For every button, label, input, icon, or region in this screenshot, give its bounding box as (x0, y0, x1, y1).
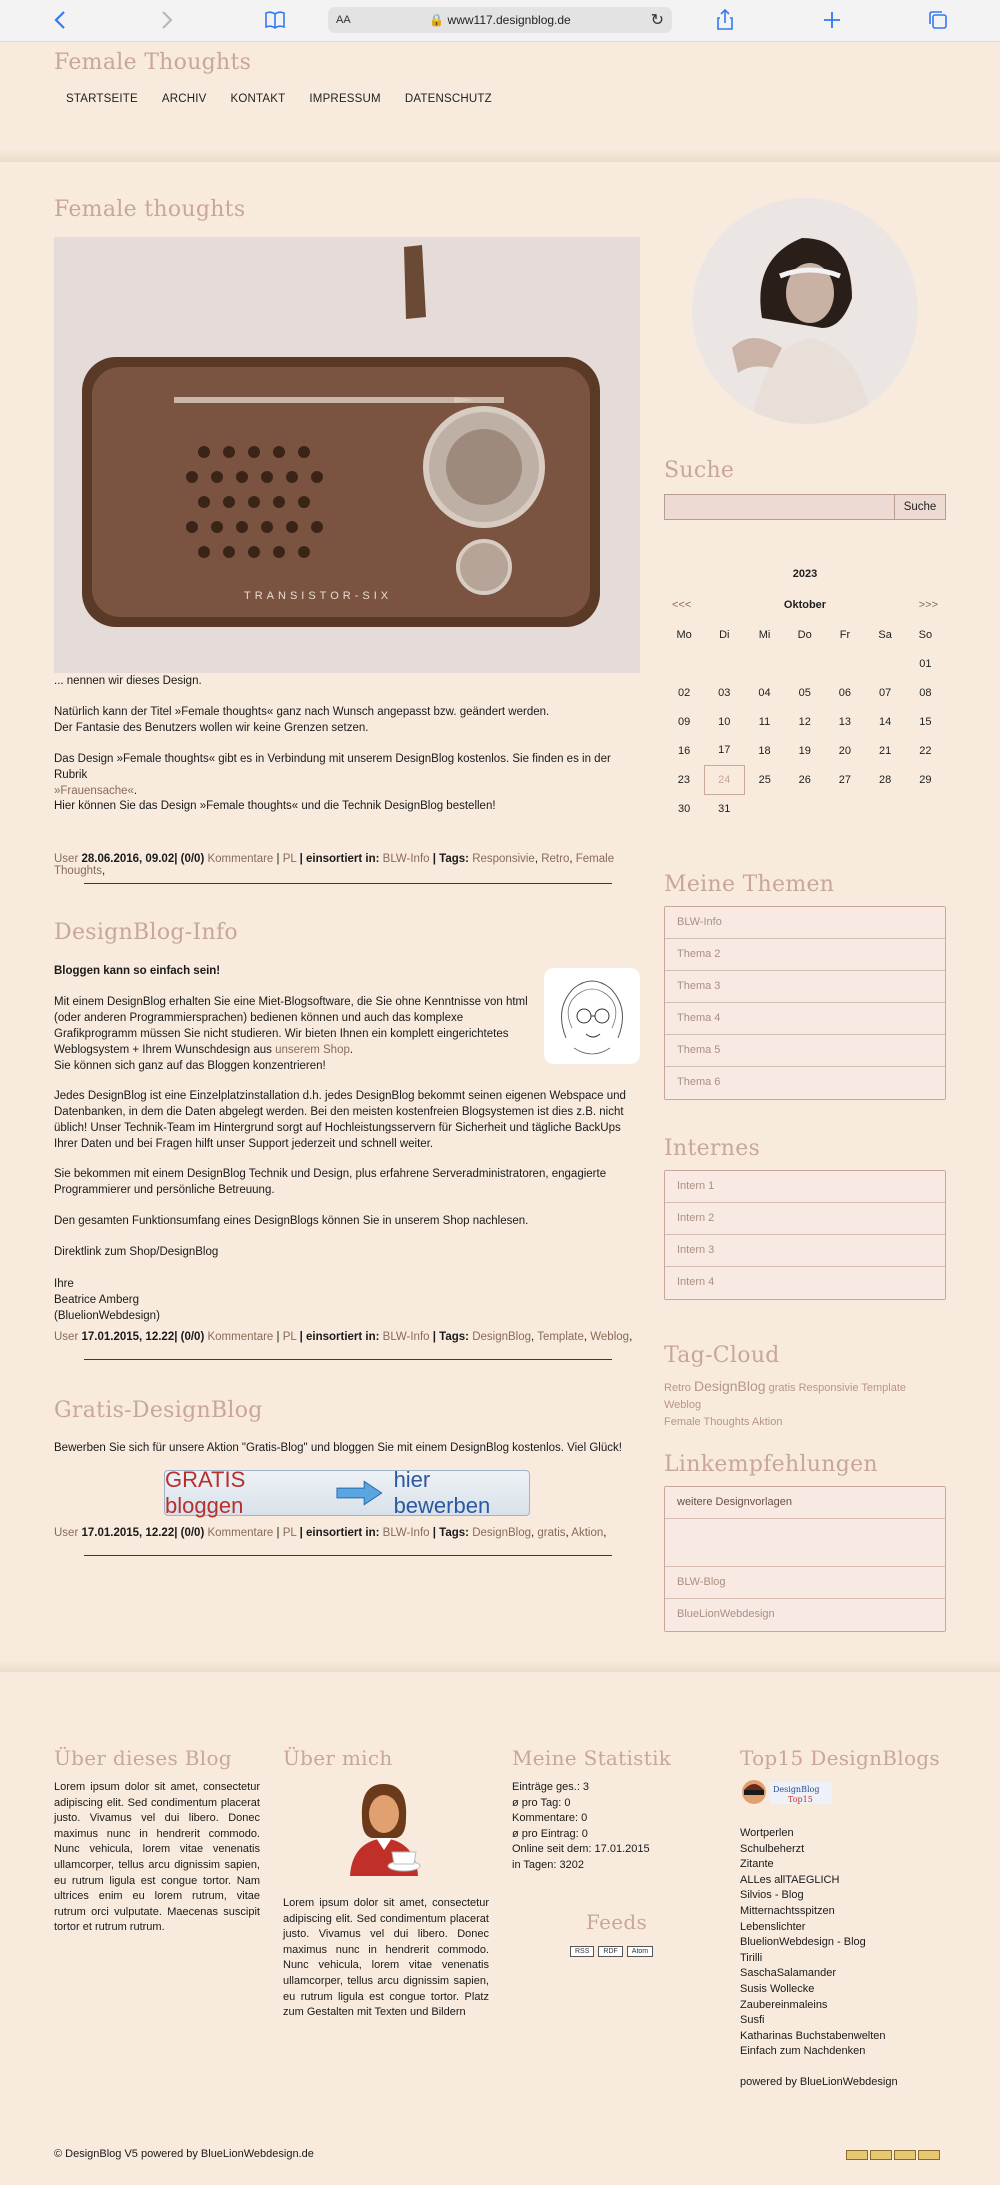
back-icon[interactable] (48, 8, 72, 32)
stat-line: Einträge ges.: 3 (512, 1781, 590, 1793)
post3-meta: User 17.01.2015, 12.22| (0/0) Kommentare | PL | einsortiert in: BLW-Info | Tags: DesignBlog, gratis, Aktion, (54, 1527, 607, 1539)
calendar-day[interactable]: 03 (718, 686, 731, 699)
footer-divider (0, 1660, 1000, 1672)
sidebar-title-linkempfehlungen: Linkempfehlungen (664, 1452, 878, 1477)
top15-item[interactable]: Silvios - Blog (740, 1889, 804, 1902)
meta-tag-link[interactable]: Responsivie (472, 853, 535, 865)
meta-tags-label: | Tags: (432, 1527, 469, 1539)
calendar-next[interactable]: >>> (918, 599, 938, 611)
stat-line: in Tagen: 3202 (512, 1858, 584, 1871)
calendar-day[interactable]: 08 (919, 686, 932, 699)
calendar-year: 2023 (792, 568, 818, 580)
site-title[interactable]: Female Thoughts (54, 50, 252, 75)
meta-tag-link[interactable]: DesignBlog (472, 1331, 532, 1343)
post-title-gratis-designblog[interactable]: Gratis-DesignBlog (54, 1398, 263, 1423)
meta-tag-link[interactable]: Weblog (590, 1331, 630, 1343)
sidebar-title-themen: Meine Themen (664, 872, 835, 897)
meta-einsortiert-label: | einsortiert in: (299, 1331, 380, 1343)
meta-category-link[interactable]: BLW-Info (382, 1527, 430, 1539)
footer-title-about-blog: Über dieses Blog (54, 1746, 232, 1770)
meta-user[interactable]: User (54, 1527, 79, 1539)
calendar-empty-cell (664, 649, 704, 678)
top15-item[interactable]: Zitante (740, 1858, 774, 1871)
meta-tag-link[interactable]: Template (537, 1331, 584, 1343)
woman-sketch-image (544, 968, 640, 1064)
top15-item[interactable]: Lebenslichter (740, 1920, 806, 1933)
meta-category-link[interactable]: BLW-Info (382, 1331, 430, 1343)
themen-item[interactable]: Thema 5 (665, 1035, 945, 1067)
calendar-day[interactable]: 04 (758, 686, 771, 699)
post-title-female-thoughts[interactable]: Female thoughts (54, 197, 246, 222)
footer-title-about-me: Über mich (283, 1746, 393, 1770)
post1-intro: ... nennen wir dieses Design. (54, 675, 202, 687)
meta-einsortiert-label: | einsortiert in: (299, 853, 380, 865)
calendar-week-row (664, 707, 946, 736)
calendar-day[interactable]: 14 (878, 715, 892, 728)
post-title-designblog-info[interactable]: DesignBlog-Info (54, 920, 238, 945)
post2-intro: Bloggen kann so einfach sein! (54, 965, 221, 977)
post1-p2b: Der Fantasie des Benutzers wollen wir keine Grenzen setzen. (54, 722, 369, 734)
badge-icon[interactable] (870, 2150, 892, 2160)
post3-intro: Bewerben Sie sich für unsere Aktion "Gratis-Blog" und bloggen Sie mit einem DesignBlog kostenlos. Viel Glück! (54, 1442, 622, 1454)
weekday-label: So (918, 628, 933, 641)
post2-p2: Mit einem DesignBlog erhalten Sie eine Miet-Blogsoftware, die Sie ohne Kenntnisse von html (oder anderen Programmiersprachen) bedienen können und auch das komplexe Grafikprogramm müssen Sie nicht studieren. Wir bieten Ihnen ein komplett eingerichtetes Weblogsystem + Ihrem Wunschdesign aus (54, 996, 528, 1056)
calendar-day[interactable]: 19 (798, 744, 811, 757)
meta-tag-link[interactable]: Female Thoughts (54, 853, 615, 877)
tag-link[interactable]: Female Thoughts (664, 1416, 750, 1428)
meta-einsortiert-label: | einsortiert in: (299, 1527, 380, 1539)
post1-p2a: Natürlich kann der Titel »Female thoughts« ganz nach Wunsch angepasst bzw. geändert werden. (54, 706, 550, 718)
calendar-day[interactable]: 24 (704, 765, 744, 794)
top15-item[interactable]: Wortperlen (740, 1827, 794, 1839)
top15-badge[interactable] (740, 1778, 832, 1808)
calendar-day[interactable]: 09 (677, 715, 691, 728)
calendar-day[interactable]: 02 (677, 686, 691, 699)
meta-date: 17.01.2015, 12.22 (81, 1331, 175, 1343)
weekday-label: Do (797, 628, 812, 641)
calendar-body (664, 649, 946, 823)
share-icon[interactable] (713, 8, 737, 32)
post-divider (84, 1555, 612, 1556)
post-hero-image (54, 237, 640, 673)
badge-text-a: DesignBlog (773, 1785, 820, 1794)
top15-item[interactable]: Susis Wollecke (740, 1982, 815, 1995)
footer-about-me-text: Lorem ipsum dolor sit amet, consectetur adipiscing elit. Sed condimentum placerat justo. Vivamus vel dui libero. Donec maximus nunc in hendrerit commodo. Nunc vehicula, lorem vitae venenatis ullamcorper, tellus arcu dignissim sapien, eu rutrum ligula est congue tortor. Platz zum Gestalten mit Texten und Bildern (283, 1897, 489, 2019)
themen-item[interactable]: Thema 6 (665, 1067, 945, 1099)
rdf-button[interactable]: RDF (598, 1946, 622, 1957)
calendar-empty-cell (785, 649, 825, 678)
banner-left-text: GRATIS bloggen (165, 1467, 246, 1518)
themen-item[interactable]: BLW-Info (665, 907, 945, 939)
nav-archiv[interactable]: ARCHIV (161, 93, 207, 105)
calendar-day[interactable]: 31 (718, 802, 731, 815)
top15-item[interactable]: Einfach zum Nachdenken (740, 2045, 866, 2058)
internes-list (664, 1170, 946, 1300)
calendar-empty-cell (744, 794, 784, 823)
top15-item[interactable]: Katharinas Buchstabenwelten (740, 2029, 886, 2042)
calendar-week-row (664, 678, 946, 707)
post2-meta: User 17.01.2015, 12.22| (0/0) Kommentare | PL | einsortiert in: BLW-Info | Tags: DesignBlog, Template, Weblog, (54, 1331, 633, 1343)
link-item[interactable]: BlueLionWebdesign (665, 1599, 945, 1631)
signature-line-3: (BluelionWebdesign) (54, 1310, 160, 1322)
top15-item[interactable]: Mitternachtsspitzen (740, 1904, 835, 1917)
calendar-day[interactable]: 16 (677, 744, 691, 757)
meta-permalink[interactable]: PL (282, 1331, 297, 1343)
reload-icon[interactable]: ↻ (650, 12, 664, 29)
footer-title-top15: Top15 DesignBlogs (740, 1746, 940, 1770)
profile-photo (692, 198, 918, 424)
nav-startseite[interactable]: STARTSEITE (66, 93, 138, 105)
calendar-weekday-row (664, 620, 946, 649)
calendar-day[interactable]: 25 (758, 773, 771, 786)
signature-line-2: Beatrice Amberg (54, 1294, 140, 1306)
weekday-label: Mi (758, 628, 771, 641)
calendar-empty-cell (704, 649, 744, 678)
search-button[interactable]: Suche (894, 494, 946, 520)
calendar-empty-cell (905, 794, 945, 823)
top15-item[interactable]: SaschaSalamander (740, 1967, 837, 1980)
top15-item[interactable]: Zaubereinmaleins (740, 1998, 828, 2011)
post-divider (84, 1359, 612, 1360)
post2-paragraph-5: Den gesamten Funktionsumfang eines DesignBlogs können Sie in unserem Shop nachlesen. (54, 1215, 529, 1227)
calendar-day[interactable]: 10 (718, 715, 731, 728)
themen-item[interactable]: Thema 2 (665, 939, 945, 971)
themen-item[interactable]: Thema 3 (665, 971, 945, 1003)
calendar-month-row (664, 590, 946, 620)
spacer (740, 2060, 898, 2075)
calendar-empty-cell (744, 649, 784, 678)
tag-link[interactable]: Aktion (751, 1416, 783, 1428)
meta-kommentare-link[interactable]: Kommentare (207, 1331, 274, 1343)
link-design-bestellen[interactable]: Hier können Sie das Design »Female thoughts« und die Technik DesignBlog bestellen! (54, 800, 496, 812)
calendar-day[interactable]: 27 (838, 773, 852, 786)
bookmarks-icon[interactable] (263, 8, 287, 32)
stat-line: ø pro Tag: 0 (512, 1796, 571, 1809)
meta-date: 17.01.2015, 12.22 (81, 1527, 175, 1539)
feed-buttons (570, 1946, 653, 1957)
address-bar[interactable] (328, 7, 672, 33)
meta-permalink[interactable]: PL (282, 1527, 297, 1539)
calendar-day[interactable]: 11 (758, 715, 771, 728)
post1-p3a: Das Design »Female thoughts« gibt es in Verbindung mit unserem DesignBlog kostenlos. Sie finden es in der Rubrik (54, 753, 611, 781)
calendar-day[interactable]: 23 (677, 773, 690, 786)
nav-impressum[interactable]: IMPRESSUM (309, 93, 381, 105)
sidebar-title-suche: Suche (664, 458, 735, 483)
top15-item[interactable]: ALLes allTAEGLICH (740, 1873, 840, 1886)
sidebar-title-tagcloud: Tag-Cloud (664, 1343, 780, 1368)
link-frauensache[interactable]: »Frauensache« (54, 785, 134, 797)
badge-icon[interactable] (894, 2150, 916, 2160)
themen-item[interactable]: Thema 4 (665, 1003, 945, 1035)
post-divider (84, 883, 612, 884)
tag-cloud (664, 1378, 946, 1431)
calendar-day[interactable]: 26 (798, 773, 811, 786)
calendar-day[interactable]: 21 (878, 744, 892, 757)
calendar-day[interactable]: 06 (838, 686, 852, 699)
post1-meta: User 28.06.2016, 09.02| (0/0) Kommentare | PL | einsortiert in: BLW-Info | Tags: Responsivie, Retro, Female Thoughts, (54, 853, 615, 877)
meta-date: 28.06.2016, 09.02 (81, 853, 175, 865)
internes-item[interactable]: Intern 2 (665, 1203, 945, 1235)
post2-paragraph-2 (54, 994, 540, 1074)
footer-statistik (512, 1780, 650, 1874)
calendar-day[interactable]: 17 (718, 744, 731, 757)
meta-kommentare-link[interactable]: Kommentare (207, 1527, 274, 1539)
meta-permalink[interactable]: PL (282, 853, 297, 865)
header-divider (0, 148, 1000, 162)
weekday-label: Di (719, 628, 730, 641)
calendar (664, 560, 946, 823)
post1-paragraph-3 (54, 751, 640, 799)
calendar-day[interactable]: 05 (798, 686, 811, 699)
meta-kommentare-link[interactable]: Kommentare (207, 853, 274, 865)
reader-aa[interactable]: AA (336, 14, 351, 26)
new-tab-icon[interactable] (820, 8, 844, 32)
post2-p2b: Sie können sich ganz auf das Bloggen konzentrieren! (54, 1060, 326, 1072)
badge-icon[interactable] (918, 2150, 940, 2160)
meta-tags-label: | Tags: (432, 853, 469, 865)
meta-category-link[interactable]: BLW-Info (382, 853, 430, 865)
internes-item[interactable]: Intern 1 (665, 1171, 945, 1203)
post1-p3-end: . (133, 785, 138, 797)
url-text: 🔒 www117.designblog.de (429, 13, 571, 27)
tag-link[interactable]: Weblog (664, 1399, 702, 1411)
stat-line: ø pro Eintrag: 0 (512, 1827, 588, 1840)
post2-paragraph-3: Jedes DesignBlog ist eine Einzelplatzinstallation d.h. jedes DesignBlog bekommt seinen eigenen Webspace und Datenbanken, in dem die Daten abgelegt werden. Bei den meisten kostenfreien Blogsystemen ist dies z.B. nicht üblich! Unser Technik-Team im Hintergrund sorgt auf Hochleistungsservern für Sicherheit und tägliche BackUps Ihrer Daten und bei Fragen hilft unser Support jederzeit und schnell weiter. (54, 1090, 626, 1150)
meta-tags-label: | Tags: (432, 1331, 469, 1343)
meta-user[interactable]: User (54, 853, 79, 865)
rss-button[interactable]: RSS (570, 1946, 594, 1957)
signature-line-1: Ihre (54, 1278, 74, 1290)
calendar-day[interactable]: 13 (838, 715, 852, 728)
tag-link[interactable]: DesignBlog (693, 1378, 766, 1394)
post2-paragraph-4: Sie bekommen mit einem DesignBlog Technik und Design, plus erfahrene Serveradministratoren, engagierte Programmierer und persönliche Betreuung. (54, 1168, 607, 1196)
post2-signature (54, 1276, 640, 1324)
stat-line: Online seit dem: 17.01.2015 (512, 1843, 650, 1856)
validator-badges (846, 2150, 940, 2160)
calendar-day[interactable]: 01 (919, 657, 932, 670)
footer-about-blog-text: Lorem ipsum dolor sit amet, consectetur adipiscing elit. Sed condimentum placerat justo. Vivamus vel dui libero. Donec maximus nunc in hendrerit commodo. Nunc vehicula, lorem vitae venenatis ullamcorper, tellus arcu dignissim sapien, eu rutrum ligula est congue tortor. Nam ultrices enim eu lorem rutrum, vitae rutrum orci vulputate. Maecenas suscipit tortor et rutrum rutrum. (54, 1781, 260, 1934)
internes-item[interactable]: Intern 4 (665, 1267, 945, 1299)
gratis-bloggen-banner[interactable] (164, 1467, 530, 1518)
calendar-day[interactable]: 07 (878, 686, 892, 699)
meta-tag-link[interactable]: gratis (537, 1527, 566, 1539)
copyright[interactable]: © DesignBlog V5 powered by BlueLionWebdesign.de (54, 2148, 314, 2160)
top15-item[interactable]: Schulbeherzt (740, 1842, 805, 1855)
banner-right-text: hier bewerben (393, 1467, 491, 1518)
powered-by-link[interactable]: powered by BlueLionWebdesign (740, 2075, 898, 2088)
top15-item[interactable]: Tirilli (740, 1951, 763, 1964)
links-list (664, 1486, 946, 1632)
link-direktlink-shop[interactable]: Direktlink zum Shop/DesignBlog (54, 1246, 219, 1258)
link-item[interactable] (665, 1519, 945, 1567)
calendar-week-row (664, 765, 946, 794)
link-item[interactable]: weitere Designvorlagen (665, 1487, 945, 1519)
nav-kontakt[interactable]: KONTAKT (230, 93, 286, 105)
sidebar-title-internes: Internes (664, 1136, 761, 1161)
calendar-day[interactable]: 30 (677, 802, 691, 815)
meta-tag-link[interactable]: Retro (541, 853, 570, 865)
calendar-month: Oktober (783, 599, 827, 611)
top15-item[interactable]: Susfi (740, 2014, 765, 2027)
link-item[interactable]: BLW-Blog (665, 1567, 945, 1599)
badge-icon[interactable] (846, 2150, 868, 2160)
calendar-week-row (664, 736, 946, 765)
calendar-empty-cell (785, 794, 825, 823)
calendar-day[interactable]: 28 (878, 773, 892, 786)
meta-count: | (0/0) (174, 1331, 205, 1343)
footer-title-feeds: Feeds (586, 1910, 648, 1934)
hero-label: TRANSISTOR-SIX (244, 590, 393, 602)
calendar-empty-cell (825, 649, 865, 678)
top15-list (740, 1826, 898, 2091)
calendar-day[interactable]: 12 (798, 715, 811, 728)
calendar-week-row (664, 649, 946, 678)
footer-title-statistik: Meine Statistik (512, 1746, 672, 1770)
meta-count: | (0/0) (174, 1527, 205, 1539)
calendar-day[interactable]: 15 (919, 715, 932, 728)
link-unserem-shop[interactable]: unserem Shop (275, 1044, 350, 1056)
weekday-label: Sa (878, 628, 892, 641)
avatar (340, 1778, 430, 1876)
calendar-empty-cell (865, 794, 905, 823)
browser-toolbar (0, 0, 1000, 42)
calendar-day[interactable]: 29 (919, 773, 932, 786)
tag-link[interactable]: Responsivie (798, 1382, 859, 1394)
lock-icon: 🔒 (429, 13, 448, 27)
search-input[interactable] (664, 494, 894, 520)
internes-item[interactable]: Intern 3 (665, 1235, 945, 1267)
calendar-empty-cell (825, 794, 865, 823)
main-nav (66, 93, 492, 105)
post1-paragraph-2 (54, 704, 640, 736)
tag-link[interactable]: gratis (768, 1382, 796, 1394)
stat-line: Kommentare: 0 (512, 1812, 588, 1825)
calendar-prev[interactable]: <<< (672, 599, 692, 611)
badge-text-b: Top15 (788, 1795, 813, 1804)
weekday-label: Mo (676, 628, 692, 641)
calendar-week-row (664, 794, 946, 823)
tabs-icon[interactable] (926, 8, 950, 32)
calendar-grid (664, 620, 946, 823)
nav-datenschutz[interactable]: DATENSCHUTZ (404, 93, 492, 105)
weekday-label: Fr (839, 628, 851, 641)
tag-link[interactable]: Template (861, 1382, 907, 1394)
calendar-day[interactable]: 22 (919, 744, 932, 757)
atom-button[interactable]: Atom (627, 1946, 653, 1957)
post2-p2-end: . (349, 1044, 354, 1056)
meta-tag-link[interactable]: DesignBlog (472, 1527, 532, 1539)
tag-link[interactable]: Retro (664, 1382, 691, 1394)
calendar-day[interactable]: 18 (758, 744, 771, 757)
forward-icon[interactable] (155, 8, 179, 32)
top15-item[interactable]: BluelionWebdesign - Blog (740, 1936, 866, 1949)
meta-tag-link[interactable]: Aktion (571, 1527, 604, 1539)
calendar-day[interactable]: 20 (838, 744, 852, 757)
meta-count: | (0/0) (174, 853, 205, 865)
meta-user[interactable]: User (54, 1331, 79, 1343)
calendar-empty-cell (865, 649, 905, 678)
arrow-right-icon (335, 1479, 384, 1507)
themen-list (664, 906, 946, 1100)
